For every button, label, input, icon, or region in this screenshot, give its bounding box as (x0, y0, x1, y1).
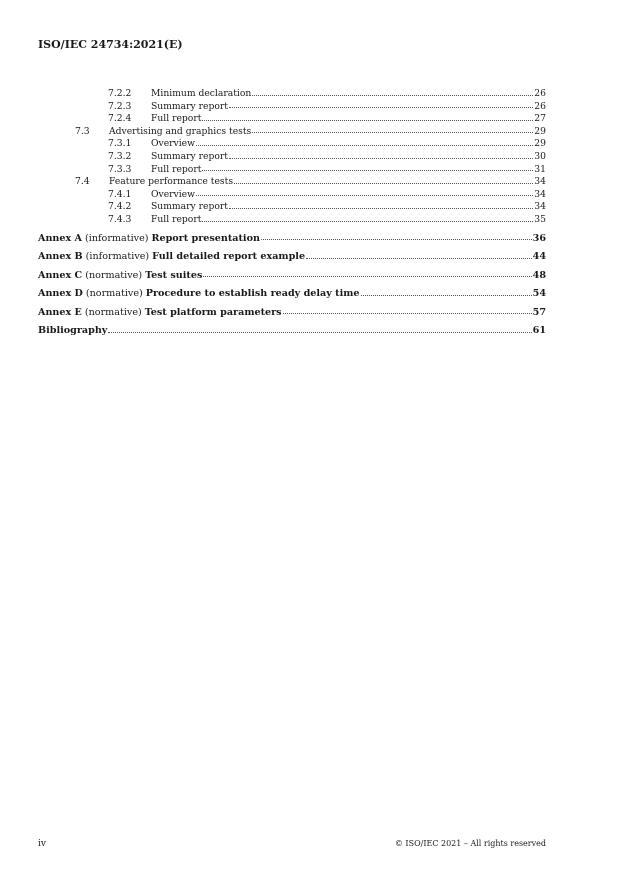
annex-page: 48 (532, 269, 546, 281)
toc-entry-page: 27 (534, 113, 546, 125)
toc-entry-title: Feature performance tests (109, 176, 234, 188)
annex-page: 57 (532, 306, 546, 318)
toc-entry-number: 7.3.3 (108, 163, 132, 175)
annex-label: Annex B (38, 251, 83, 263)
toc-entry-number: 7.2.2 (108, 88, 132, 99)
annex-title: Test platform parameters (144, 306, 282, 318)
toc-entry-7-4-1[interactable] (38, 189, 546, 202)
dot-leader (261, 239, 532, 240)
footer-copyright: © ISO/IEC 2021 – All rights reserved (394, 839, 546, 848)
toc-annex-d[interactable] (38, 288, 546, 300)
toc-annex-a[interactable] (38, 233, 546, 245)
toc-entry-page: 30 (534, 150, 546, 162)
dot-leader (108, 332, 531, 333)
annex-title: Procedure to establish ready delay time (145, 288, 360, 300)
toc-entry-title: Full report (151, 213, 202, 225)
annex-kind: (normative) (84, 306, 142, 318)
dot-leader (196, 195, 533, 196)
dot-leader (202, 221, 533, 222)
dot-leader (196, 145, 533, 146)
toc-bibliography[interactable] (38, 325, 546, 337)
toc-entry-number: 7.2.3 (108, 100, 132, 112)
dot-leader (252, 95, 533, 96)
toc-entry-number: 7.4.2 (108, 201, 132, 213)
annex-label: Annex D (38, 288, 83, 300)
dot-leader (202, 120, 533, 121)
toc-entry-page: 35 (534, 213, 546, 225)
toc-entry-number: 7.4 (75, 176, 90, 188)
toc-entry-page: 26 (534, 100, 546, 112)
dot-leader (203, 276, 531, 277)
footer-page-number: iv (38, 839, 46, 849)
annex-label: Annex C (38, 269, 83, 281)
toc-entry-title: Overview (151, 188, 195, 200)
toc-annex-b[interactable] (38, 251, 546, 263)
toc-annex-c[interactable] (38, 270, 546, 282)
annex-label: Annex A (38, 232, 83, 244)
dot-leader (229, 107, 533, 108)
toc-entry-number: 7.3.1 (108, 138, 132, 150)
toc-entry-page: 34 (534, 188, 546, 200)
toc-entry-page: 29 (534, 138, 546, 150)
bibliography-page: 61 (532, 325, 546, 337)
toc-entry-number: 7.3.2 (108, 150, 132, 162)
toc-entry-7-3-2[interactable] (38, 151, 546, 164)
annex-kind: (informative) (85, 251, 150, 263)
annex-kind: (normative) (85, 269, 143, 281)
annex-kind: (normative) (85, 288, 143, 300)
toc-entry-title: Overview (151, 138, 195, 150)
annex-page: 44 (532, 251, 546, 263)
toc-entry-page: 34 (534, 176, 546, 188)
annex-label: Annex E (38, 306, 82, 318)
toc-entry-title: Summary report (151, 201, 228, 213)
annex-page: 36 (532, 232, 546, 244)
toc-entry-number: 7.4.1 (108, 188, 132, 200)
toc-entry-7-4-2[interactable] (38, 201, 546, 214)
annex-kind: (informative) (85, 232, 149, 244)
toc-entry-7-2-4[interactable] (38, 113, 546, 126)
annex-title: Test suites (145, 269, 203, 281)
annex-page: 54 (532, 288, 546, 300)
toc-entry-title: Advertising and graphics tests (109, 125, 252, 137)
table-of-contents (38, 88, 546, 338)
toc-entry-7-3-1[interactable] (38, 138, 546, 151)
toc-entry-title: Full report (151, 113, 202, 125)
dot-leader (283, 313, 532, 314)
toc-entry-7-3[interactable] (38, 126, 546, 139)
dot-leader (234, 183, 533, 184)
toc-entry-number: 7.4.3 (108, 213, 132, 225)
toc-entry-7-2-3[interactable] (38, 101, 546, 114)
document-id-header: ISO/IEC 24734:2021(E) (38, 38, 183, 51)
toc-entry-title: Full report (151, 163, 202, 175)
dot-leader (361, 295, 532, 296)
dot-leader (252, 132, 533, 133)
dot-leader (306, 258, 532, 259)
toc-annex-e[interactable] (38, 307, 546, 319)
toc-entry-page: 34 (534, 201, 546, 213)
dot-leader (229, 158, 533, 159)
toc-entry-7-3-3[interactable] (38, 164, 546, 177)
toc-entry-page: 29 (534, 125, 546, 137)
dot-leader (229, 208, 533, 209)
toc-entry-title: Minimum declaration (151, 88, 252, 99)
bibliography-title: Bibliography (38, 325, 108, 337)
toc-entry-title: Summary report (151, 150, 228, 162)
toc-entry-7-2-2[interactable] (38, 88, 546, 101)
annex-title: Report presentation (151, 232, 260, 244)
toc-entry-page: 31 (534, 163, 546, 175)
annex-title: Full detailed report example (152, 251, 306, 263)
toc-entry-7-4-3[interactable] (38, 214, 546, 227)
toc-entry-title: Summary report (151, 100, 228, 112)
dot-leader (202, 170, 533, 171)
toc-entry-number: 7.2.4 (108, 113, 132, 125)
toc-entry-page: 26 (534, 88, 546, 99)
toc-entry-7-4[interactable] (38, 176, 546, 189)
toc-entry-number: 7.3 (75, 125, 90, 137)
